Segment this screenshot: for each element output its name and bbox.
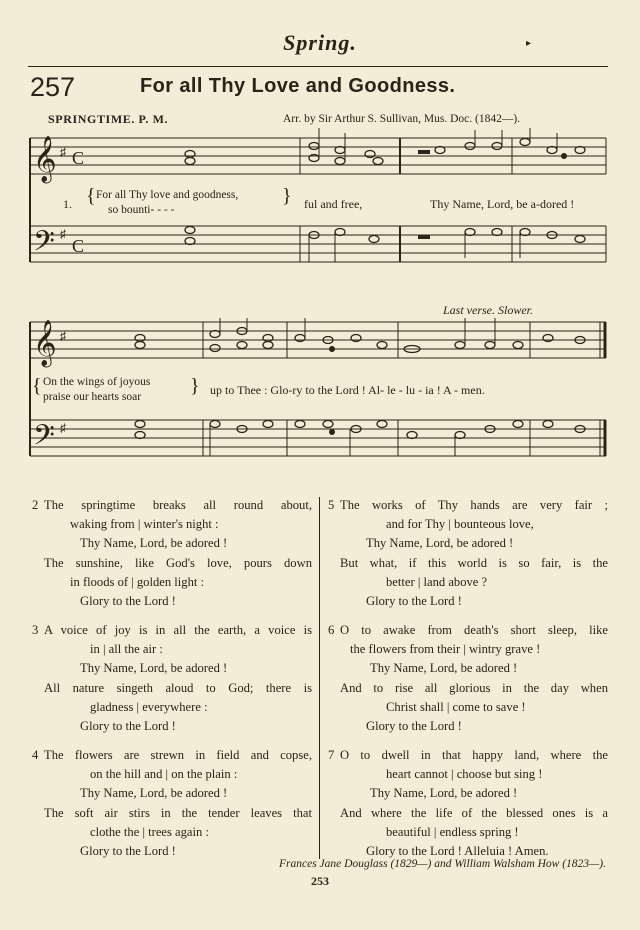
stanza-line: waking from | winter's night : [70, 517, 219, 532]
lyric-brace2-line-2: praise our hearts soar [43, 391, 142, 403]
stanza-number: 4 [32, 748, 39, 762]
stanza-line: Thy Name, Lord, be adored ! [80, 786, 228, 801]
svg-text:♯: ♯ [60, 329, 66, 343]
lyric-brace-left: { [86, 185, 96, 207]
lyric-brace-right: } [282, 185, 292, 207]
svg-text:C: C [72, 236, 85, 256]
lyric-brace2-line-1: On the wings of joyous [43, 376, 151, 388]
svg-text:♯: ♯ [60, 145, 66, 159]
stanza-number: 2 [32, 498, 39, 512]
stanza-line: O to dwell in that happy land, where the [340, 748, 608, 762]
lyric-segment-a: ful and free, [304, 197, 363, 211]
stanza-7 [328, 746, 608, 861]
stanza-line: in floods of | golden light : [70, 574, 205, 589]
stanza-4 [32, 746, 312, 861]
stanza-line: Glory to the Lord ! [366, 594, 462, 609]
stanza-line: the flowers from their | wintry grave ! [350, 642, 541, 657]
svg-text:𝄢: 𝄢 [33, 421, 55, 458]
svg-text:C: C [72, 148, 85, 168]
lyric-brace-line-1: For all Thy love and goodness, [96, 189, 239, 201]
svg-text:𝄢: 𝄢 [33, 227, 55, 264]
stanza-2 [32, 496, 312, 611]
stanza-line: Glory to the Lord ! Alleluia ! Amen. [366, 844, 549, 859]
svg-text:♯: ♯ [60, 227, 66, 241]
verse-number: 1. [63, 197, 72, 211]
stanza-line: Thy Name, Lord, be adored ! [370, 661, 518, 676]
stanza-line: But what, if this world is so fair, is the [340, 555, 608, 570]
stanza-line: And where the life of the blessed ones is a [340, 805, 608, 820]
stanza-line: Christ shall | come to save ! [386, 699, 526, 714]
stanza-line: The springtime breaks all round about, [44, 498, 312, 512]
stanza-line: and for Thy | bounteous love, [386, 517, 534, 532]
lyric-brace-left-2: { [32, 375, 42, 397]
stanza-line: The soft air stirs in the tender leaves that [44, 805, 312, 820]
stanza-line: Thy Name, Lord, be adored ! [366, 536, 514, 551]
svg-text:𝄞: 𝄞 [33, 136, 57, 181]
page-number: 253 [311, 874, 329, 888]
stanza-number: 5 [328, 498, 335, 512]
stanza-line: All nature singeth aloud to God; there is [44, 680, 312, 695]
author-credits: Frances Jane Douglass (1829—) and William Walsham How (1823—). [279, 858, 606, 870]
stanza-line: on the hill and | on the plain : [90, 767, 238, 782]
stanza-line: heart cannot | choose but sing ! [386, 767, 543, 782]
stanza-line: Glory to the Lord ! [80, 594, 176, 609]
stanza-line: gladness | everywhere : [90, 699, 208, 714]
stanza-line: beautiful | endless spring ! [386, 824, 519, 839]
stanza-line: Thy Name, Lord, be adored ! [80, 536, 228, 551]
edge-mark: ▸ [526, 38, 532, 49]
stanza-line: in | all the air : [90, 642, 163, 657]
arranger-credit: Arr. by Sir Arthur S. Sullivan, Mus. Doc. (1842—). [283, 113, 521, 125]
lyric-line-system-2: up to Thee : Glo-ry to the Lord ! Al- le - lu - ia ! A - men. [210, 383, 485, 397]
header-rule [28, 66, 608, 67]
stanza-line: better | land above ? [386, 574, 488, 589]
tempo-marking: Last verse. Slower. [443, 303, 533, 317]
stanza-number: 7 [328, 748, 335, 762]
stanza-line: Thy Name, Lord, be adored ! [370, 786, 518, 801]
stanza-5 [328, 496, 608, 611]
lyric-brace-right-2: } [190, 375, 200, 397]
stanza-line: clothe the | trees again : [90, 824, 209, 839]
stanza-line: The sunshine, like God's love, pours down [44, 555, 312, 570]
stanza-line: O to awake from death's short sleep, like [340, 623, 608, 637]
svg-text:♯: ♯ [60, 421, 66, 435]
stanza-line: Glory to the Lord ! [80, 844, 176, 859]
stanza-3 [32, 621, 312, 736]
hymn-number: 257 [30, 72, 76, 102]
lyric-segment-b: Thy Name, Lord, be a-dored ! [430, 197, 575, 211]
stanza-line: Glory to the Lord ! [80, 719, 176, 734]
tune-name: SPRINGTIME. P. M. [48, 112, 169, 126]
stanza-line: The flowers are strewn in field and copse, [44, 748, 312, 762]
stanza-line: Glory to the Lord ! [366, 719, 462, 734]
column-divider [319, 497, 320, 859]
section-title: Spring. [283, 30, 357, 55]
stanza-number: 3 [32, 623, 39, 637]
stanza-number: 6 [328, 623, 335, 637]
stanza-line: And to rise all glorious in the day when [340, 680, 608, 695]
lyric-brace-line-2: so bounti- - - - [108, 204, 175, 216]
hymn-title: For all Thy Love and Goodness. [140, 75, 456, 97]
stanza-line: Thy Name, Lord, be adored ! [80, 661, 228, 676]
stanza-line: A voice of joy is in all the earth, a voice is [44, 623, 312, 637]
stanza-line: The works of Thy hands are very fair ; [340, 498, 608, 512]
svg-text:𝄞: 𝄞 [33, 320, 57, 365]
stanza-6 [328, 621, 608, 736]
